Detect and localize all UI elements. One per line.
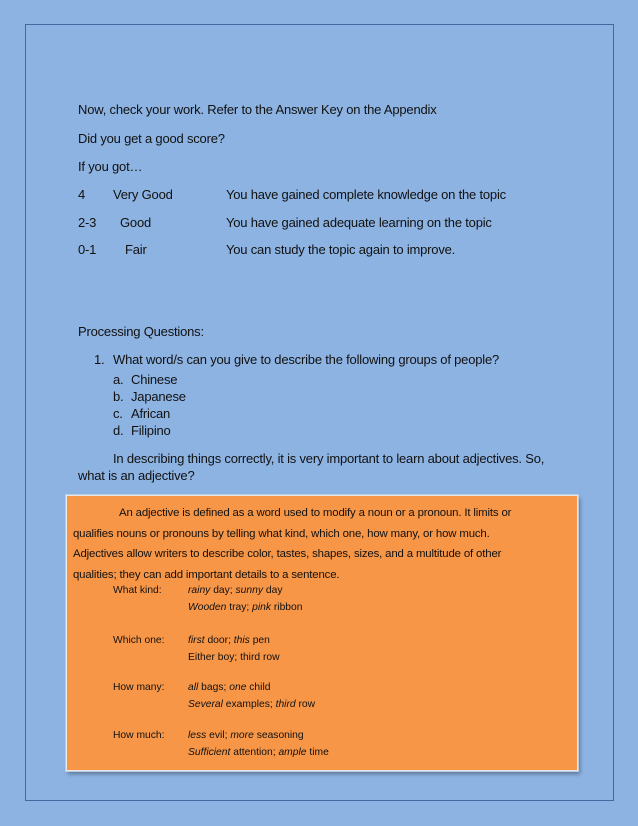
definition-line: Adjectives allow writers to describe color, tastes, shapes, sizes, and a multitude of other xyxy=(73,548,502,560)
example-noun-text: Either boy; third row xyxy=(188,652,280,663)
example-line xyxy=(188,652,280,663)
definition-line: An adjective is defined as a word used to modify a noun or a pronoun. It limits or xyxy=(119,507,512,519)
example-label-how-many: How many: xyxy=(113,682,165,693)
example-line xyxy=(188,635,270,646)
example-noun-text: row xyxy=(295,699,316,710)
example-noun-text: day; xyxy=(210,585,236,596)
score-range: 0-1 xyxy=(78,242,97,257)
example-line xyxy=(188,585,282,596)
example-adjective: Wooden xyxy=(188,602,227,613)
example-noun-text: bags; xyxy=(198,682,230,693)
question-text: What word/s can you give to describe the following groups of people? xyxy=(113,352,500,367)
score-range: 4 xyxy=(78,187,86,202)
score-row xyxy=(78,215,578,233)
example-label-what-kind: What kind: xyxy=(113,585,162,596)
score-range: 2-3 xyxy=(78,215,97,230)
example-noun-text: evil; xyxy=(206,730,231,741)
adjective-definition-box xyxy=(66,495,578,771)
example-adjective: all xyxy=(188,682,199,693)
example-line xyxy=(188,699,315,710)
example-adjective: third xyxy=(275,699,296,710)
adjective-intro-line1: In describing things correctly, it is very important to learn about adjectives. So, xyxy=(113,451,545,466)
example-noun-text: seasoning xyxy=(253,730,304,741)
check-work-line: Now, check your work. Refer to the Answer Key on the Appendix xyxy=(78,102,437,117)
example-noun-text: time xyxy=(306,747,329,758)
option-text: Chinese xyxy=(131,372,178,387)
example-adjective: this xyxy=(233,635,250,646)
example-adjective: Sufficient xyxy=(188,747,231,758)
option-text: Japanese xyxy=(131,389,186,404)
example-line xyxy=(188,747,329,758)
example-adjective: one xyxy=(229,682,247,693)
example-noun-text: attention; xyxy=(230,747,279,758)
example-adjective: first xyxy=(188,635,205,646)
score-meaning: You can study the topic again to improve. xyxy=(226,242,456,257)
question-number: 1. xyxy=(94,352,105,367)
score-rating: Very Good xyxy=(113,187,173,202)
example-noun-text: pen xyxy=(249,635,270,646)
score-meaning: You have gained complete knowledge on the topic xyxy=(226,187,506,202)
option-text: Filipino xyxy=(131,423,171,438)
definition-line: qualifies nouns or pronouns by telling what kind, which one, how many, or how much. xyxy=(73,527,490,540)
option-text: African xyxy=(131,406,171,421)
example-noun-text: tray; xyxy=(226,602,253,613)
option-letter: d. xyxy=(113,423,124,438)
score-row xyxy=(78,187,578,205)
example-adjective: pink xyxy=(252,602,271,613)
example-adjective: sunny xyxy=(235,585,263,596)
adjective-intro-line2: what is an adjective? xyxy=(78,468,195,483)
example-noun-text: door; xyxy=(204,635,234,646)
example-noun-text: child xyxy=(246,682,271,693)
example-adjective: more xyxy=(230,730,254,741)
example-line xyxy=(188,602,302,613)
if-you-got-line: If you got… xyxy=(78,159,143,174)
example-noun-text: ribbon xyxy=(271,602,303,613)
example-label-which-one: Which one: xyxy=(113,635,165,646)
definition-line: qualities; they can add important details to a sentence. xyxy=(73,568,340,581)
example-adjective: rainy xyxy=(188,585,211,596)
example-noun-text: examples; xyxy=(222,699,276,710)
example-adjective: Several xyxy=(188,699,223,710)
definition-paragraph xyxy=(73,503,573,585)
score-meaning: You have gained adequate learning on the topic xyxy=(226,215,492,230)
example-adjective: less xyxy=(188,730,207,741)
option-letter: c. xyxy=(113,406,123,421)
example-label-how-much: How much: xyxy=(113,730,165,741)
score-row xyxy=(78,242,578,260)
option-letter: b. xyxy=(113,389,124,404)
score-rating: Fair xyxy=(125,242,147,257)
option-letter: a. xyxy=(113,372,124,387)
processing-heading: Processing Questions: xyxy=(78,324,204,339)
example-noun-text: day xyxy=(263,585,283,596)
score-rating: Good xyxy=(120,215,152,230)
example-line xyxy=(188,682,270,693)
example-adjective: ample xyxy=(278,747,307,758)
score-question: Did you get a good score? xyxy=(78,131,225,146)
example-line xyxy=(188,730,304,741)
